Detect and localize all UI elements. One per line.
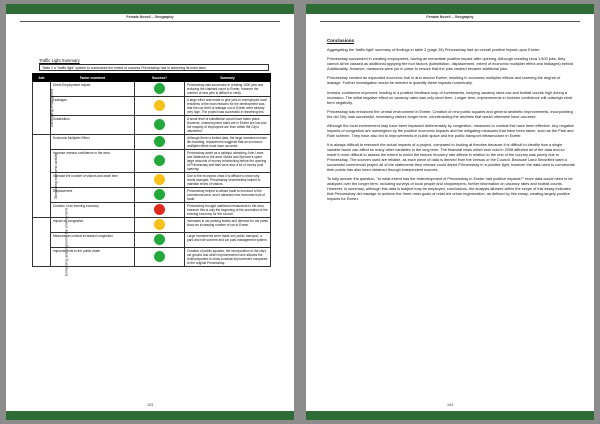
left-page: [6, 4, 294, 420]
paragraph: Investor confidence improved, leading to a positive feedback loop of investments, keeping vacancy rates low and footfall counts high during a recession. The initial negative effect on vacancy rates was only short term. Longer term, improvements in investor confidence will outweigh short term negativity.: [327, 90, 573, 105]
success-cell: [135, 116, 185, 135]
header-rule: [320, 21, 580, 22]
red-traffic-light-icon: [154, 204, 165, 215]
summary-cell: Princesshay was successful in creating 1500 jobs and reducing the claimant count in Exeter, however the number of new jobs is difficult to verify.: [185, 82, 271, 97]
success-cell: [135, 203, 185, 218]
page-number: 103: [147, 403, 153, 407]
amber-traffic-light-icon: [154, 219, 165, 230]
factor-cell: Economic Multiplier Effect: [51, 135, 135, 150]
header-band: [306, 4, 594, 14]
factor-cell: Increase the number of visitors and dwell time: [51, 173, 135, 188]
success-cell: [135, 135, 185, 150]
factor-cell: Leakages: [51, 97, 135, 116]
summary-cell: A small level of substitution would have taken place. However, unemployment rates are in Exeter are low and the majority of employees are from within the City's catchment.: [185, 116, 271, 135]
page-header: Female Novell – Geography: [126, 15, 174, 19]
aim-label: Generating employment: [50, 88, 55, 128]
summary-cell: Princesshay helped to attract trade to moveout of the commercial area, and it attracted new economic bulk of trade.: [185, 188, 271, 203]
factor-cell: Increase investor confidence in the area: [51, 150, 135, 173]
aim-cell: [33, 82, 55, 135]
table-row: [33, 218, 271, 233]
table-row: [33, 150, 271, 173]
paragraph: Princesshay has enhanced the central environment in Exeter. Creation of new public squares and general aesthetic improvements, incorporating the old City, was successful, increasing visitors longer term, counteracting the declines that would otherwise have occurred.: [327, 109, 573, 119]
success-cell: [135, 97, 185, 116]
success-cell: [135, 173, 185, 188]
table-row: [33, 173, 271, 188]
success-cell: [135, 233, 185, 248]
right-page: [306, 4, 594, 420]
footer-band: [306, 411, 594, 420]
summary-cell: Princesshay brought additional restaurants to the area, however this is only the beginning of the promotion of the evening economy for the council.: [185, 203, 271, 218]
table-row: [33, 82, 271, 97]
footer-band: [6, 411, 294, 420]
aim-cell: [33, 135, 59, 218]
success-cell: [135, 248, 185, 267]
summary-cell: Princesshay acted as a catalyst, attracting John Lewis and Waitrose to the area. Marks and Spencer's spent large amounts of money refurbishing before the opening of Princesshay and flats were also a lot of money post opening.: [185, 150, 271, 173]
paragraph: It is always difficult to research the actual impacts of a project, compared to looking at theories because it is difficult to identify how a single variable factor can affect so many other variables in the long term. The financial crisis which took hold in 2008 affected all of the data and so made it more difficult to assess the extent to which the factors recovery rate affects in relation to the rest of the country was purely due to Princesshay. The sources used are reliable, as each piece of data is derived from the census or the Council. Because Land Securities want a successful commercial project all of the statements they release could depict Princesshay in a positive light, however the data used to corroborate their points has also been obtained through independent sources.: [327, 143, 575, 173]
green-traffic-light-icon: [154, 119, 165, 130]
table-row: [33, 116, 271, 135]
section-heading: Conclusions: [327, 38, 355, 43]
page-number: 104: [447, 403, 453, 407]
summary-cell: Creation of public squares, the incorporation of the city's old ground and wider improvements have allowed the redevelopment to show a radical improvement compared to the original Princesshay.: [185, 248, 271, 267]
green-traffic-light-icon: [154, 189, 165, 200]
success-cell: [135, 218, 185, 233]
paragraph: Aggregating the 'traffic light' summary of findings in table 2 (page 26) Princesshay had an overall positive impact upon Exeter.: [327, 48, 541, 52]
conclusions-section: [327, 38, 575, 207]
paragraph: To fully answer the question, "to what extent has the redevelopment of Princesshay in Exeter had positive impacts?" more data would need to be analysed over the longer term, including surveys of local people and shopkeepers, further information on vacancy rates and footfall counts. However, in summary, although this data is subject may be employed, conclusions, the analysis allowed within the scope of this essay indicates that Princesshay did manage to achieve the three main goals of retail-led urban regeneration, as defined by this essay, creating largely positive impacts for Exeter.: [327, 177, 573, 202]
factor-cell: Impact on congestion: [51, 218, 135, 233]
table-row: [33, 97, 271, 116]
summary-cell: Increases in car parking tickets and demand for car parks show an increasing number of car in Exeter.: [185, 218, 271, 233]
success-cell: [135, 150, 185, 173]
summary-cell: Large investments were made into public transport, a park and ride scheme and car park management system.: [185, 233, 271, 248]
summary-cell: A large effort was made to give jobs to unemployed local residents of the main reasons for the development was that the low level of leakage out of Exeter were already very high. The project was successful in lessening this.: [185, 97, 271, 116]
amber-traffic-light-icon: [154, 174, 165, 185]
green-traffic-light-icon: [154, 136, 165, 147]
factor-cell: Measures to combat increased congestion: [51, 233, 135, 248]
aim-label: Stimulating economic activity: [54, 152, 59, 200]
paragraph: Princesshay created an expanded economic hub in and around Exeter, resulting in economic multiplier effects and lowering the degree of leakage. Further investigation would be needed to quantify these impacts numerically.: [327, 76, 561, 86]
amber-traffic-light-icon: [154, 100, 165, 111]
success-cell: [135, 82, 185, 97]
green-traffic-light-icon: [154, 155, 165, 166]
summary-cell: Due to the economic crisis it is difficult to know why levels changed. Princesshay nevertheless helped to maintain levels of visitors.: [185, 173, 271, 188]
header-band: [6, 4, 294, 14]
column-header: Factor examined: [51, 74, 135, 82]
column-header: Aim: [33, 74, 51, 82]
factor-cell: Improvements to the public realm: [51, 248, 135, 267]
column-header: Success?: [135, 74, 185, 82]
green-traffic-light-icon: [154, 234, 165, 245]
paragraph: Princesshay succeeded in creating employment, having an immediate positive impact after opening. Although creating circa 1,500 jobs, they cannot all be classed as additional applying the four factors (substitution, displacement, extent of economic multiplier effect and leakages) behind Additionality. However, measures were put in place to ensure that the jobs created became additional jobs.: [327, 57, 574, 72]
table-title: Traffic Light Summary: [39, 58, 80, 63]
aim-label: Enhancing and improving the environment: [64, 208, 69, 276]
header-rule: [20, 21, 280, 22]
table-row: [33, 188, 271, 203]
factor-cell: Substitution: [51, 116, 135, 135]
traffic-light-table: [32, 73, 271, 276]
table-caption: Table 2 a "traffic light" system to summarise the extent of success Princesshay had in achieving its main aims: [39, 64, 269, 71]
summary-cell: Although there is limited data, the large investment when life-boosting, replacement suggests that an economic multiplier effect must have occurred.: [185, 135, 271, 150]
green-traffic-light-icon: [154, 251, 165, 262]
table-row: [33, 135, 271, 150]
green-traffic-light-icon: [154, 83, 165, 94]
page-header: Female Novell – Geography: [426, 15, 474, 19]
paragraph: Although the local environment may have been impacted detrimentally by congestion, measures to combat this have been effective. Any negative impacts of congestion are outweighed by the positive economic impacts and the mitigating measures that have been taken, such as the Park and Ride scheme. They have also led to improvements in public space and the public transport infrastructure in Exeter.: [327, 123, 574, 138]
factor-cell: Creation of an evening economy: [51, 203, 135, 218]
table-header-row: [33, 74, 271, 82]
factor-cell: Displacement: [51, 188, 135, 203]
factor-cell: Direct Employment Impact: [51, 82, 135, 97]
column-header: Summary: [185, 74, 271, 82]
success-cell: [135, 188, 185, 203]
